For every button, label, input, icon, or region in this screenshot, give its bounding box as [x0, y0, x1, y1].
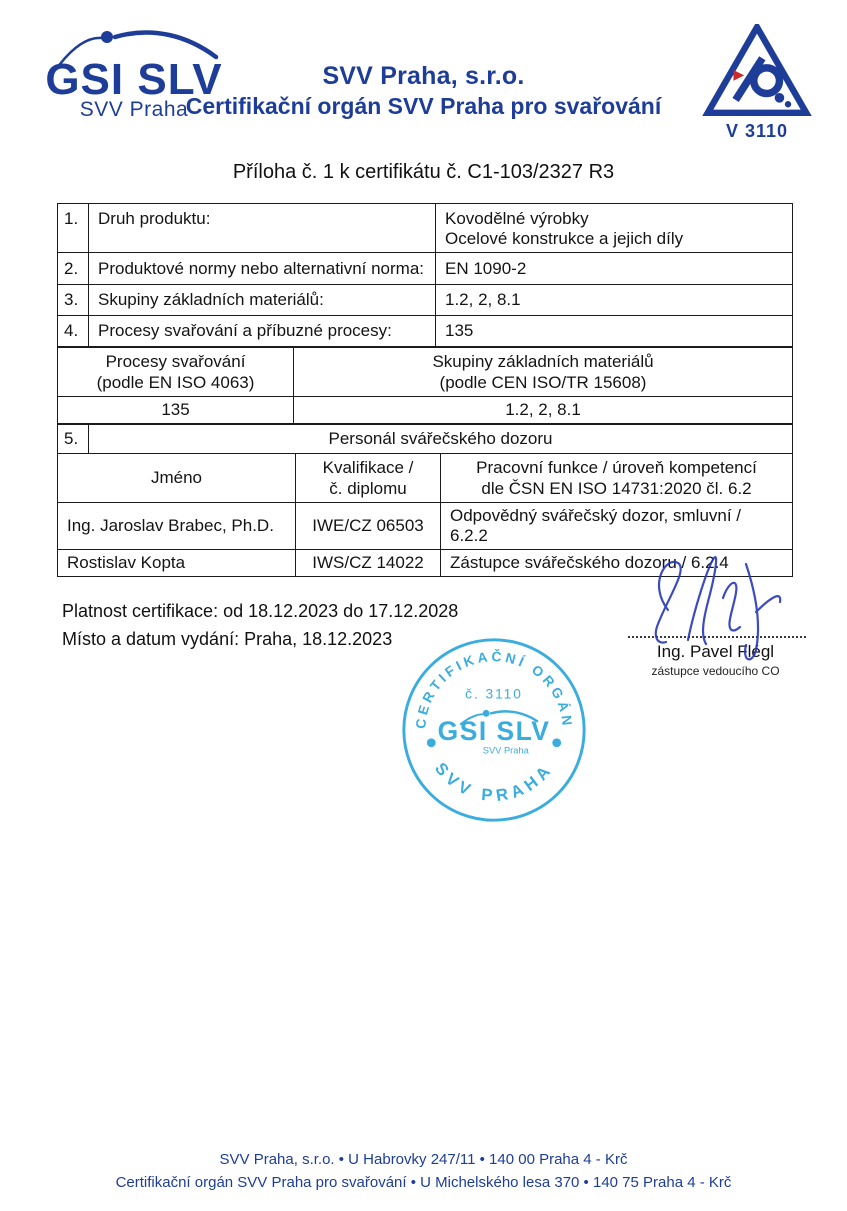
table-row: [58, 285, 793, 316]
table-row: [58, 253, 793, 285]
person-qualification: IWE/CZ 06503: [296, 503, 441, 550]
product-table: [57, 203, 793, 347]
gsi-slv-logo-text: GSI SLV: [45, 55, 223, 102]
section-number: 5.: [58, 425, 89, 454]
row-value: 135: [436, 316, 793, 347]
person-name: Rostislav Kopta: [58, 550, 296, 577]
table-row: [58, 316, 793, 347]
stamp-arc-top-text: CERTIFIKAČNÍ ORGÁN: [413, 648, 575, 730]
person-function: Odpovědný svářečský dozor, smluvní / 6.2.2: [441, 503, 793, 550]
signature-icon: [622, 550, 814, 668]
process-value: 135: [58, 397, 294, 424]
signatory-role: zástupce vedoucího CO: [651, 664, 780, 678]
row-number: 1.: [58, 204, 89, 253]
signatory-name: Ing. Pavel Flégl: [656, 642, 775, 661]
accreditation-triangle-icon: [700, 24, 814, 116]
table-header-row: [58, 454, 793, 503]
section-title: Personál svářečského dozoru: [89, 425, 793, 454]
process-table: [57, 347, 793, 424]
header-line2: dle ČSN EN ISO 14731:2020 čl. 6.2: [481, 479, 752, 498]
header-line1: Pracovní funkce / úroveň kompetencí: [476, 458, 757, 477]
header-line1: Skupiny základních materiálů: [432, 352, 654, 371]
stamp-logo-title: GSI SLV: [437, 715, 551, 746]
row-value-line1: Kovodělné výrobky: [445, 209, 589, 228]
row-label: Procesy svařování a příbuzné procesy:: [89, 316, 436, 347]
table-row: [58, 397, 793, 424]
footer-line1: SVV Praha, s.r.o. • U Habrovky 247/11 • 140 00 Praha 4 - Krč: [219, 1151, 628, 1168]
section-row: [58, 425, 793, 454]
header-line1: Procesy svařování: [105, 352, 246, 371]
name-col-header: Jméno: [58, 454, 296, 503]
stamp-number: č. 3110: [465, 686, 523, 702]
row-number: 2.: [58, 253, 89, 285]
stamp-arc-bottom-text: SVV PRAHA: [431, 758, 557, 806]
row-number: 4.: [58, 316, 89, 347]
org-name: SVV Praha, s.r.o.: [322, 62, 525, 90]
materials-value: 1.2, 2, 8.1: [294, 397, 793, 424]
svg-text:SVV PRAHA: [431, 759, 557, 805]
header-line2: (podle EN ISO 4063): [96, 373, 255, 392]
materials-col-header: [294, 348, 793, 397]
gsi-slv-logo-subtitle: SVV Praha: [79, 98, 189, 121]
footer: [0, 1148, 847, 1194]
row-label: Produktové normy nebo alternativní norma:: [89, 253, 436, 285]
process-col-header: [58, 348, 294, 397]
accreditation-label: V 3110: [725, 121, 789, 141]
header-line1: Kvalifikace /: [322, 458, 414, 477]
issue-place-date: Místo a datum vydání: Praha, 18.12.2023: [62, 629, 393, 649]
row-number: 3.: [58, 285, 89, 316]
function-col-header: [441, 454, 793, 503]
header-line2: č. diplomu: [329, 479, 407, 498]
row-value-line2: Ocelové konstrukce a jejich díly: [445, 229, 684, 248]
row-label: Skupiny základních materiálů:: [89, 285, 436, 316]
table-row: [58, 204, 793, 253]
row-value: 1.2, 2, 8.1: [436, 285, 793, 316]
table-header-row: [58, 348, 793, 397]
document-title: Příloha č. 1 k certifikátu č. C1-103/2327 R3: [232, 161, 615, 183]
certification-stamp: [396, 632, 592, 828]
stamp-logo-subtitle: SVV Praha: [482, 745, 529, 756]
person-qualification: IWS/CZ 14022: [296, 550, 441, 577]
person-function: Zástupce svářečského dozoru / 6.2.4: [441, 550, 793, 577]
row-value: [436, 204, 793, 253]
person-name: Ing. Jaroslav Brabec, Ph.D.: [58, 503, 296, 550]
accreditation-logo: [700, 24, 814, 142]
validity-period: Platnost certifikace: od 18.12.2023 do 17.12.2028: [62, 601, 459, 621]
footer-line2: Certifikační orgán SVV Praha pro svařování • U Michelského lesa 370 • 140 75 Praha 4 - Krč: [115, 1174, 732, 1191]
org-department: Certifikační orgán SVV Praha pro svařování: [185, 93, 662, 119]
row-value: EN 1090-2: [436, 253, 793, 285]
header-line2: (podle CEN ISO/TR 15608): [439, 373, 647, 392]
row-label: Druh produktu:: [89, 204, 436, 253]
qualification-col-header: [296, 454, 441, 503]
table-row: [58, 503, 793, 550]
